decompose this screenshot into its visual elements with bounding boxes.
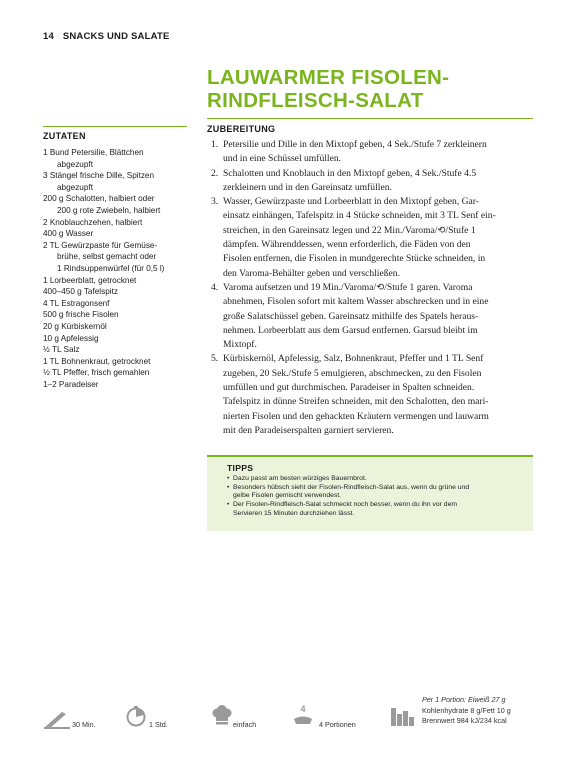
ingredient-line: 1 Rindsuppenwürfel (für 0,5 l) xyxy=(57,263,165,273)
ingredients-list xyxy=(43,147,193,390)
tip-text-line: • Der Fisolen-Rindfleisch-Salat schmeckt noch besser, wenn du ihn vor dem xyxy=(233,501,458,509)
step-number: 3. xyxy=(211,196,219,208)
step-number: 2. xyxy=(211,167,219,179)
ingredients-rule xyxy=(43,126,187,127)
step-text-line: Wasser, Gewürzpaste und Lorbeerblatt in den Mixtopf geben, Gar- xyxy=(223,196,479,208)
portions-icon-number: 4 xyxy=(300,704,306,714)
preparation-steps xyxy=(207,138,533,438)
nutrition-bars-icon xyxy=(390,703,416,727)
tip-text-line: • Dazu passt am besten würziges Bauernbrot. xyxy=(233,475,367,482)
ingredient-line: 500 g frische Fisolen xyxy=(43,310,119,320)
tips-list xyxy=(227,475,521,519)
step-text-line: Varoma aufsetzen und 19 Min./Varoma/⟲/Stufe 1 garen. Varoma xyxy=(223,281,473,293)
step-text-line: nehmen. Lorbeerblatt aus dem Garsud entfernen. Garsud bleibt im xyxy=(223,324,478,336)
ingredient-line: 1–2 Paradeiser xyxy=(43,379,99,389)
ingredients-heading: ZUTATEN xyxy=(43,131,86,141)
preparation-step xyxy=(207,352,533,438)
tips-box xyxy=(207,455,533,531)
step-text-line: zerkleinern und in den Gareinsatz umfüllen. xyxy=(223,181,392,193)
total-time: 1 Std. xyxy=(149,720,168,729)
step-text-line: große Salatschüssel geben. Gareinsatz mithilfe des Spatels heraus- xyxy=(223,310,479,322)
step-text-line: dämpfen. Währenddessen, wenn erforderlich, die Fäden von den xyxy=(223,239,471,251)
ingredient-line: 1 Lorbeerblatt, getrocknet xyxy=(43,275,137,285)
tip-text-line: • Besonders hübsch sieht der Fisolen-Rindfleisch-Salat aus, wenn du grüne und xyxy=(233,483,470,491)
ingredient-line: 3 Stängel frische Dille, Spitzen xyxy=(43,171,155,181)
ingredient-line: brühe, selbst gemacht oder xyxy=(57,252,157,262)
page-header xyxy=(43,31,169,42)
portions-icon xyxy=(291,703,315,727)
preparation-step xyxy=(207,167,533,196)
portions: 4 Portionen xyxy=(319,720,356,729)
tip-text-line: gelbe Fisolen gemischt verwendest. xyxy=(233,492,342,500)
tip-item xyxy=(227,501,521,518)
step-number: 4. xyxy=(211,281,219,293)
step-text-line: einsatz einhängen, Tafelspitz in 4 Stücke schneiden, mit 3 TL Senf ein- xyxy=(223,210,496,222)
ingredient-line: 400 g Wasser xyxy=(43,229,94,239)
recipe-title-line-1: LAUWARMER FISOLEN- xyxy=(207,66,450,89)
tips-heading: TIPPS xyxy=(227,463,254,473)
preparation-heading: ZUBEREITUNG xyxy=(207,124,276,134)
ingredient-line: abgezupft xyxy=(57,159,93,169)
ingredient-line: 1 Bund Petersilie, Blättchen xyxy=(43,148,144,157)
section-title: SNACKS UND SALATE xyxy=(62,31,170,42)
ingredient-line: 200 g rote Zwiebeln, halbiert xyxy=(57,205,161,215)
step-text-line: zugeben, 20 Sek./Stufe 5 emulgieren, abschmecken, zu den Fisolen xyxy=(223,367,482,379)
ingredient-line: 4 TL Estragonsenf xyxy=(43,298,110,308)
title-rule xyxy=(207,118,533,119)
preparation-step xyxy=(207,195,533,281)
nutrition-info xyxy=(422,695,511,727)
page-number: 14 xyxy=(43,31,54,42)
preparation-step xyxy=(207,281,533,352)
ingredient-line: 1 TL Bohnenkraut, getrocknet xyxy=(43,356,151,366)
ingredient-line: 400–450 g Tafelspitz xyxy=(43,287,118,297)
nutrition-line-2: Kohlenhydrate 8 g/Fett 10 g xyxy=(422,705,511,715)
preparation-step xyxy=(207,138,533,167)
step-text-line: Schalotten und Knoblauch in den Mixtopf geben, 4 Sek./Stufe 4.5 xyxy=(223,167,477,179)
difficulty: einfach xyxy=(233,720,257,729)
chef-hat-icon xyxy=(211,704,233,726)
recipe-title xyxy=(207,66,537,112)
step-text-line: Petersilie und Dille in den Mixtopf geben, 4 Sek./Stufe 7 zerkleinern xyxy=(223,139,487,150)
tip-item xyxy=(227,475,521,484)
prep-time: 30 Min. xyxy=(72,720,96,729)
recipe-title-line-2: RINDFLEISCH-SALAT xyxy=(207,89,424,112)
ingredient-line: 10 g Apfelessig xyxy=(43,333,99,343)
step-text-line: umfüllen und gut durchmischen. Paradeiser in Spalten schneiden. xyxy=(223,382,475,394)
ingredient-line: 200 g Schalotten, halbiert oder xyxy=(43,194,155,204)
step-text-line: Tafelspitz in dünne Streifen schneiden, mit den Schalotten, den mari- xyxy=(223,396,489,408)
step-text-line: mit den Paradeiserspalten garniert servieren. xyxy=(223,424,394,436)
tip-item xyxy=(227,484,521,501)
ingredient-line: 2 Knoblauchzehen, halbiert xyxy=(43,217,143,227)
step-text-line: Fisolen entfernen, die Fisolen in mundgerechte Stücke schneiden, in xyxy=(223,253,486,265)
step-text-line: und in eine Schüssel umfüllen. xyxy=(223,153,342,165)
step-text-line: abnehmen, Fisolen sofort mit kaltem Wasser abschrecken und in eine xyxy=(223,296,489,308)
knife-icon xyxy=(42,708,72,730)
step-text-line: den Varoma-Behälter geben und verschließen. xyxy=(223,267,400,279)
step-text-line: Kürbiskernöl, Apfelessig, Salz, Bohnenkraut, Pfeffer und 1 TL Senf xyxy=(223,353,484,365)
step-text-line: Mixtopf. xyxy=(223,339,257,351)
step-text-line: nierten Fisolen und den gehackten Kräutern vermengen und lauwarm xyxy=(223,410,489,422)
step-number: 1. xyxy=(211,139,219,150)
ingredient-line: abgezupft xyxy=(57,182,93,192)
ingredient-line: 20 g Kürbiskernöl xyxy=(43,321,107,331)
timer-icon xyxy=(125,705,147,727)
nutrition-line-3: Brennwert 984 kJ/234 kcal xyxy=(422,716,507,725)
step-text-line: streichen, in den Gareinsatz legen und 22 Min./Varoma/⟲/Stufe 1 xyxy=(223,224,476,236)
ingredient-line: 2 TL Gewürzpaste für Gemüse- xyxy=(43,240,158,250)
nutrition-line-1: Per 1 Portion: Eiweiß 27 g xyxy=(422,695,506,704)
tip-text-line: Servieren 15 Minuten durchziehen lässt. xyxy=(233,509,355,517)
ingredient-line: ½ TL Salz xyxy=(43,345,80,355)
ingredient-line: ½ TL Pfeffer, frisch gemahlen xyxy=(43,368,150,378)
step-number: 5. xyxy=(211,353,219,365)
